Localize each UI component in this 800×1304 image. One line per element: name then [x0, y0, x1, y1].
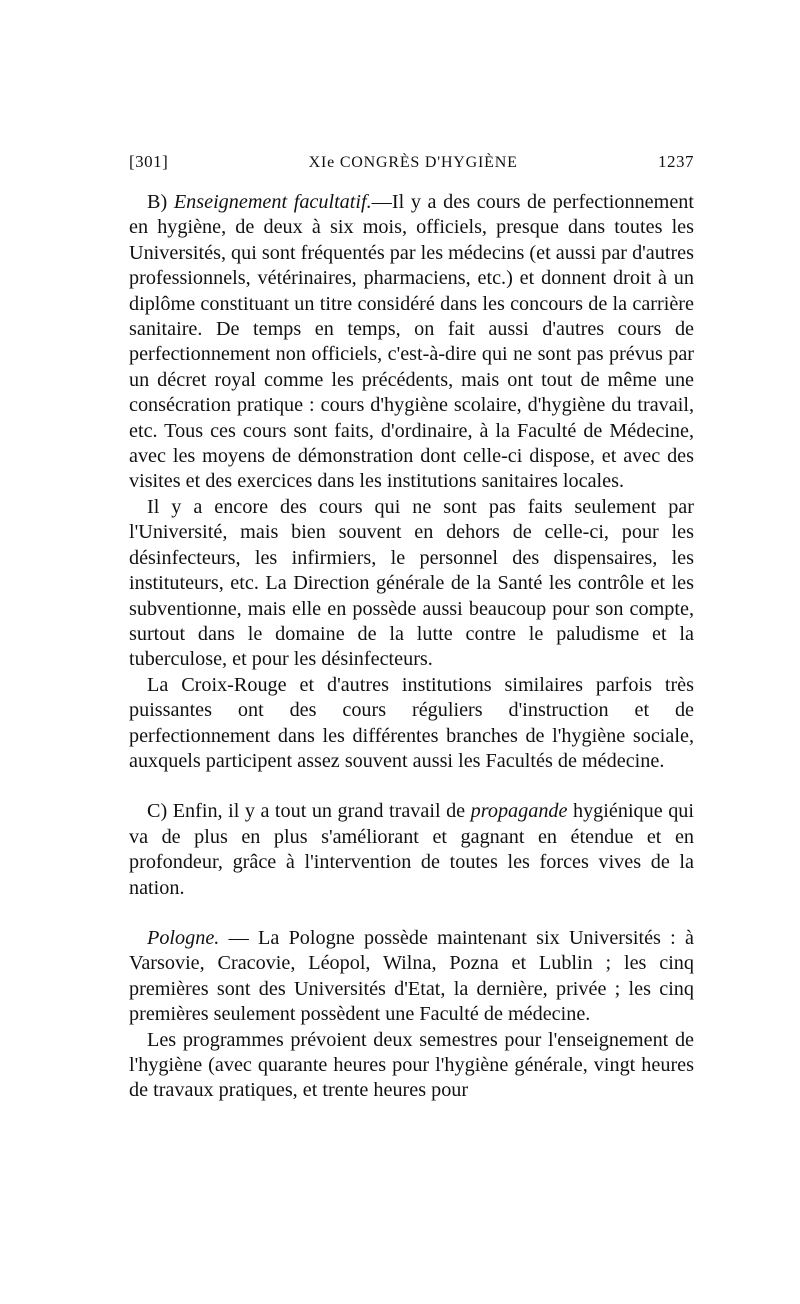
- paragraph-b-universite: Il y a encore des cours qui ne sont pas faits seulement par l'Université, mais bien souvent en dehors de celle-ci, pour les désinfecteurs, les infirmiers, le personnel des dispensaires, les instituteurs, etc. La Direction générale de la Santé les contrôle et les subventionne, mais elle en possède aussi beaucoup pour son compte, surtout dans le domaine de la lutte contre le paludisme et la tuberculose, et pour les désinfecteurs.: [129, 495, 694, 671]
- page-body: [129, 190, 694, 1104]
- pologne-text: — La Pologne possède maintenant six Universités : à Varsovie, Cracovie, Léopol, Wilna, Pozna et Lublin ; les cinq premières sont des Universités d'Etat, la dernière, privée ; les cinq premières seulement possèdent une Faculté de médecine.: [129, 926, 694, 1026]
- paragraph-pologne-programmes: Les programmes prévoient deux semestres pour l'enseignement de l'hygiène (avec quarante heures pour l'hygiène générale, vingt heures de travaux pratiques, et trente heures pour: [129, 1028, 694, 1102]
- section-b-heading: Enseignement facultatif.: [173, 191, 372, 213]
- paragraph-b-intro: [129, 190, 694, 495]
- section-b-label: B): [147, 191, 168, 213]
- pologne-heading: Pologne.: [147, 926, 220, 949]
- section-c-text-before: C) Enfin, il y a tout un grand travail de: [147, 800, 471, 823]
- page-reference: [301]: [129, 152, 169, 171]
- running-header: [129, 152, 694, 172]
- section-c-text-after: hygiénique qui va de plus en plus s'améliorant et gagnant en étendue et en profondeur, grâce à l'intervention de toutes les forces vives de la nation.: [129, 800, 695, 899]
- section-b-text: —Il y a des cours de perfectionnement en hygiène, de deux à six mois, officiels, presque dans toutes les Universités, qui sont fréquentés par les médecins (et aussi par d'autres professionnels, vétérinaires, pharmaciens, etc.) et donnent droit à un diplôme constituant un titre considéré dans les concours de la carrière sanitaire. De temps en temps, on fait aussi d'autres cours de perfectionnement non officiels, c'est-à-dire qui ne sont pas prévus par un décret royal comme les précédents, mais ont tout de même une consécration pratique : cours d'hygiène scolaire, d'hygiène du travail, etc. Tous ces cours sont faits, d'ordinaire, à la Faculté de Médecine, avec les moyens de démonstration dont celle-ci dispose, et avec des visites et des exercices dans les institutions sanitaires locales.: [129, 191, 694, 493]
- page-number: 1237: [657, 152, 694, 171]
- section-c-italic: propagande: [470, 800, 568, 823]
- paragraph-pologne-intro: [129, 926, 694, 1028]
- running-title: XIe CONGRÈS D'HYGIÈNE: [308, 154, 518, 171]
- paragraph-b-croix-rouge: La Croix-Rouge et d'autres institutions similaires parfois très puissantes ont des cours réguliers d'instruction et de perfectionnement dans les différentes branches de l'hygiène sociale, auxquels participent assez souvent aussi les Facultés de médecine.: [129, 673, 694, 772]
- paragraph-c-propagande: [129, 799, 694, 901]
